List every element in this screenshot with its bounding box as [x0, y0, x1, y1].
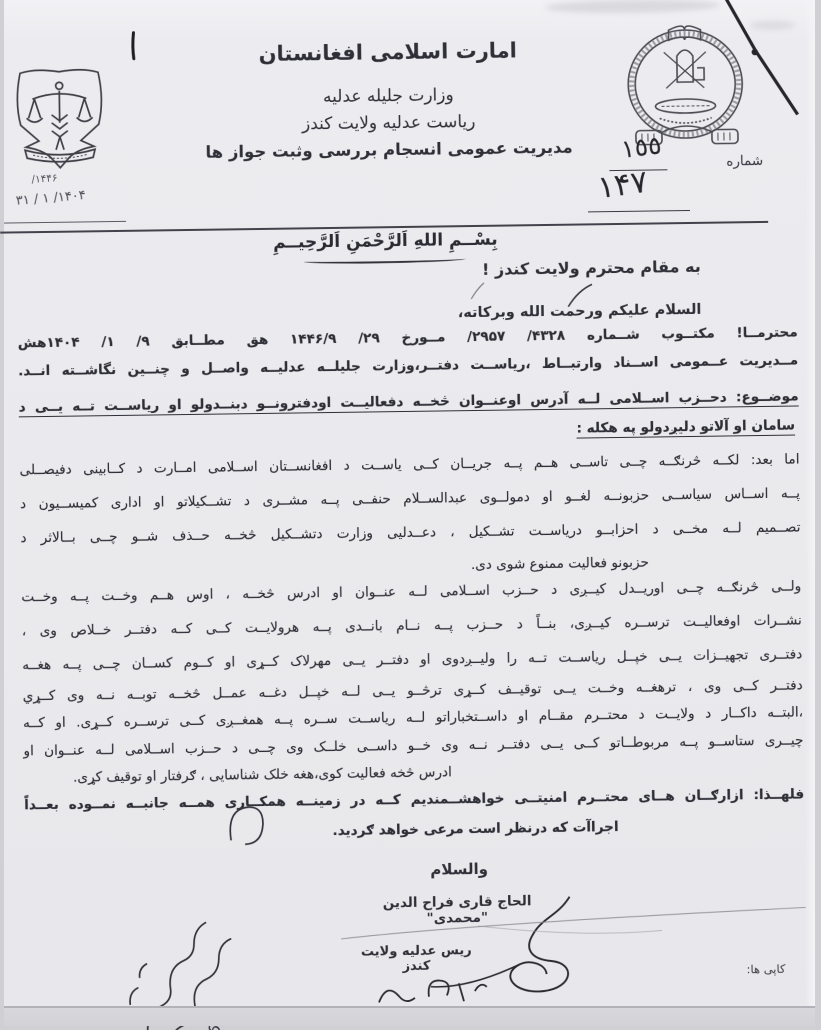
copies-label: کاپی ها:: [747, 961, 787, 977]
salutation-line: السلام علیکم ورحمت الله وبرکاته،: [458, 301, 703, 322]
serial-number-label: شماره: [727, 152, 765, 170]
scanned-letter-page: [5, 0, 816, 1024]
paragraph-line: ادرس څخه فعالیت کوی،هغه خلک شناسایی ، ګرفتار او توقیف کړی.: [73, 764, 453, 786]
subject-line: موضــوع: دحــزب اســلامی لــه آدرس اوعنــوان څخــه دفعالیــت اودفترونــو دبنــدولو او ریاســت تــه یــی د: [19, 388, 800, 416]
directorate-name: ریاست عدلیه ولایت کندز: [302, 111, 477, 135]
paragraph-line: چیــری ستاســو پــه مربوطــاتو کــی یــی دفتــر نــه وی خــو داســی خلــک وی چــی د حــزب اســلامی لــه عنــوان او: [24, 732, 805, 760]
date-hijri-shamsi: ١۴٠۴/ ١ / ٣١: [16, 187, 88, 209]
paragraph-line: تصــمیم لــه مخــی د احزابــو دریاســت تشــکیل ، دعــدلیی وزارت دتشــکیل څخــه حــذف شــو چــی بــالاثر د: [21, 519, 802, 547]
scan-edge-shade: [806, 0, 816, 1024]
valediction: والسلام: [431, 859, 490, 879]
paragraph-line: اما بعد: لکــه څرنګــه چــی تاســی هــم پــه جریــان کــی یاســت د افغانســتان اســلامی امــارت د کــابینی دفیصــلی: [20, 451, 801, 479]
ministry-name: وزارت جلیله عدلیه: [323, 85, 455, 108]
annotation-squiggle: [123, 963, 154, 1005]
date-hijri-qamari: ١۴۴۶/: [32, 172, 59, 186]
bottom-handwriting: [380, 980, 488, 1003]
department-name: مدیریت عمومی انسجام بررسی وثبت جواز ها: [206, 137, 574, 162]
serial-number-handwritten: ١٥٥: [620, 130, 664, 164]
closing-line: فلهــذا: ازارګــان هــای محتــرم امنیتــی خواهشــمندیم کــه در زمینــه همکــاری همــه جانبــه نمــوده بعــداً: [25, 786, 806, 814]
paragraph-line: دفتــر کــی وی ، ترهغــه وخــت یــی توقیــف کــړی ترڅــو یــی لــه خپــل دغــه عمــل څخــه توبــه نــه وی کــړي: [23, 677, 804, 705]
bismillah-calligraphy: بِسْــمِ اللهِ اَلرَّحْمَنِ اَلرَّحِيــمِ: [273, 229, 499, 253]
paragraph-line: حزبونو فعالیت ممنوع شوی دی.: [471, 554, 651, 574]
serial-underline-2: [589, 210, 691, 212]
alif-pen-mark: [134, 33, 135, 59]
bismillah-underline-flourish: [305, 256, 467, 264]
tick-mark-2: [472, 283, 485, 299]
paper-bottom-edge: [5, 1006, 816, 1026]
paragraph-line: ،البتــه داکــار د ولایــت د محتــرم مقــام او داســتخباراتو لــه ریاســت ســره پــه همغــږی کــی ترســره کــړی. او کــه: [23, 704, 805, 732]
emirate-title: امارت اسلامی افغانستان: [259, 38, 519, 66]
date-underline: [5, 221, 127, 224]
closing-line: اجراآت که درنظر است مرعی خواهد ګردید.: [333, 819, 620, 840]
signatory-title: ریس عدلیه ولایت کندز: [361, 943, 473, 975]
paragraph-line: دفتــری تجهیــزات یــی خپــل ریاســت تــه را ولیــږدوی او دفتــر یــی مهرلاک کــړی او کــوم کســان چــی پــه هغــه: [23, 646, 804, 674]
serial-number-handwritten-2: ١۴٧: [596, 163, 651, 207]
paragraph-line: نشــرات اوفعالیــت ترســره کیــږی، بنــاً د حــزب پــه نــام بانــدی پــه هرولایــت کــی کــه دفتــر خــلاص وی ،: [22, 612, 803, 640]
scan-smudge: [546, 0, 721, 14]
letterhead: [179, 37, 601, 162]
paragraph-line: پــه اســاس سیاســی حزبونــه لغــو او دمولــوی عبدالســلام حنفــی پــه مشــری د تشــکیلاتو او اداری کمیســیون د: [20, 485, 802, 513]
paragraph-line: ولــی څرنګــه چــی اوریــدل کیــږی د حــزب اســلامی لــه عنــوان او ادرس څخــه ، اوس هــم وخــت پــه وخــت: [22, 578, 803, 606]
signatory-name: الحاج قاری فراح الدین "محمدی": [383, 893, 533, 927]
intro-line: مــدیریت عــمومی اســناد وارتبــاط ،ریاســت دفتــر،وزارت جلیلــه عدلیــه واصــل و چنــین نگاشــته انــد.: [19, 352, 800, 380]
ministry-of-justice-emblem-icon: [7, 64, 115, 183]
intro-line: محترمــا! مکتــوب شــماره ۴۳۲۸/ ۲۹۵۷/ مــورخ ۲۹/ ۱۴۴۶/۹ هق مطــابق ۹/ ۱/ ۱۴۰۴هش: [18, 324, 799, 352]
addressee-line: به مقام محترم ولایت کندز !: [482, 256, 702, 279]
subject-line: سامان او آلاتو دلیږدولو په هکله :: [577, 417, 797, 437]
